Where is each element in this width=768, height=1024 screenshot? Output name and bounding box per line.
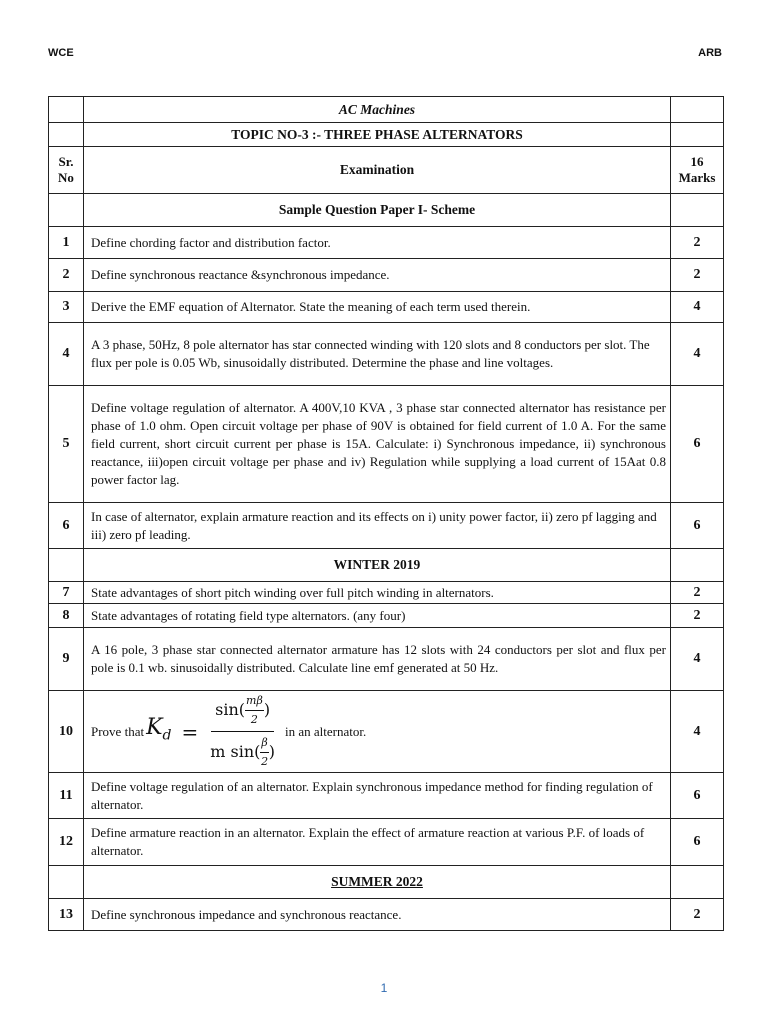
topic-title: TOPIC NO-3 :- THREE PHASE ALTERNATORS [84,123,671,147]
question-row [49,292,724,323]
empty-cell [671,194,724,227]
question-marks: 4 [671,628,724,691]
symbol-subscript: d [162,727,172,744]
question-text [84,691,671,773]
question-number: 10 [49,691,84,773]
question-text: State advantages of short pitch winding over full pitch winding in alternators. [84,582,671,604]
question-text: State advantages of rotating field type alternators. (any four) [84,604,671,628]
question-marks: 2 [671,259,724,292]
question-marks: 6 [671,773,724,819]
formula-denominator [206,732,279,771]
den-close: ) [268,742,275,761]
empty-cell [49,97,84,123]
den-sin: m sin( [210,742,261,761]
empty-cell [49,866,84,899]
formula-fraction [206,692,279,771]
question-marks: 6 [671,386,724,503]
header-right-label: ARB [698,47,722,59]
question-row [49,819,724,866]
question-row [49,386,724,503]
section-row-sample [49,194,724,227]
question-table [48,96,724,931]
num-bottom: 2 [250,713,258,726]
question-row [49,691,724,773]
question-text: Define armature reaction in an alternator. Explain the effect of armature reaction at various P.F. of loads of alternator. [84,819,671,866]
question-marks: 2 [671,899,724,931]
den-top: β [260,734,268,753]
empty-cell [49,549,84,582]
empty-cell [49,123,84,147]
question-marks: 4 [671,292,724,323]
num-small-fraction [245,692,264,729]
num-top: mβ [245,692,264,711]
subject-title: AC Machines [84,97,671,123]
question-marks: 4 [671,323,724,386]
question-row [49,227,724,259]
question-text: Define synchronous impedance and synchronous reactance. [84,899,671,931]
column-header-exam: Examination [84,147,671,194]
question-number: 2 [49,259,84,292]
question-row [49,899,724,931]
topic-row [49,123,724,147]
den-bottom: 2 [261,755,269,768]
symbol-k: K [146,714,163,740]
empty-cell [49,194,84,227]
question-text: Define chording factor and distribution factor. [84,227,671,259]
empty-cell [671,97,724,123]
question-row [49,259,724,292]
question-number: 7 [49,582,84,604]
section-row-winter [49,549,724,582]
num-close: ) [263,700,271,719]
question-row [49,773,724,819]
question-marks: 2 [671,227,724,259]
question-number: 8 [49,604,84,628]
section-title-summer [84,866,671,899]
formula-prefix: Prove that [91,723,145,739]
question-marks: 2 [671,582,724,604]
question-number: 9 [49,628,84,691]
section-title-sample: Sample Question Paper I- Scheme [84,194,671,227]
question-row [49,582,724,604]
column-header-marks: 16 Marks [671,147,724,194]
question-text: Define voltage regulation of alternator. A 400V,10 KVA , 3 phase star connected alternator has resistance per phase of 1.0 ohm. Open circuit voltage per phase of 90V is obtained for field current of 1.0 A. For the same field current, short circuit current per phase is 15A. Calculate: i) Synchronous impedance, ii) synchronous reactance, iii)open circuit voltage per phase and iv) Regulation while supplying a load current of 15Aat 0.8 power factor lag. [84,386,671,503]
formula-equals: = [181,719,199,744]
question-text: Derive the EMF equation of Alternator. State the meaning of each term used therein. [84,292,671,323]
question-number: 12 [49,819,84,866]
question-marks: 6 [671,503,724,549]
question-row [49,323,724,386]
empty-cell [671,866,724,899]
question-number: 3 [49,292,84,323]
question-row [49,604,724,628]
den-small-fraction [260,734,268,771]
question-number: 1 [49,227,84,259]
formula-symbol [146,714,172,744]
column-header-sr: Sr. No [49,147,84,194]
page-number: 1 [380,981,388,995]
formula [91,692,366,771]
question-text: Define synchronous reactance &synchronous impedance. [84,259,671,292]
empty-cell [671,549,724,582]
question-marks: 2 [671,604,724,628]
question-text: A 3 phase, 50Hz, 8 pole alternator has star connected winding with 120 slots and 8 conductors per slot. The flux per pole is 0.05 Wb, sinusoidally distributed. Determine the phase and line voltages. [84,323,671,386]
question-row [49,628,724,691]
question-number: 4 [49,323,84,386]
question-marks: 4 [671,691,724,773]
section-row-summer [49,866,724,899]
formula-numerator [211,692,274,732]
header-left-label: WCE [48,47,74,59]
question-text: Define voltage regulation of an alternator. Explain synchronous impedance method for finding regulation of alternator. [84,773,671,819]
question-text: A 16 pole, 3 phase star connected alternator armature has 12 slots with 24 conductors per slot and flux per pole is 0.1 wb. sinusoidally distributed. Calculate line emf generated at 50 Hz. [84,628,671,691]
empty-cell [671,123,724,147]
question-marks: 6 [671,819,724,866]
num-sin: sin( [215,700,246,719]
section-title-winter: WINTER 2019 [84,549,671,582]
section-title-summer-text: SUMMER 2022 [331,874,423,889]
question-number: 13 [49,899,84,931]
question-number: 5 [49,386,84,503]
question-number: 6 [49,503,84,549]
question-row [49,503,724,549]
column-header-row [49,147,724,194]
question-number: 11 [49,773,84,819]
question-text: In case of alternator, explain armature reaction and its effects on i) unity power factor, ii) zero pf lagging and iii) zero pf leading. [84,503,671,549]
formula-suffix: in an alternator. [285,723,367,739]
subject-row [49,97,724,123]
